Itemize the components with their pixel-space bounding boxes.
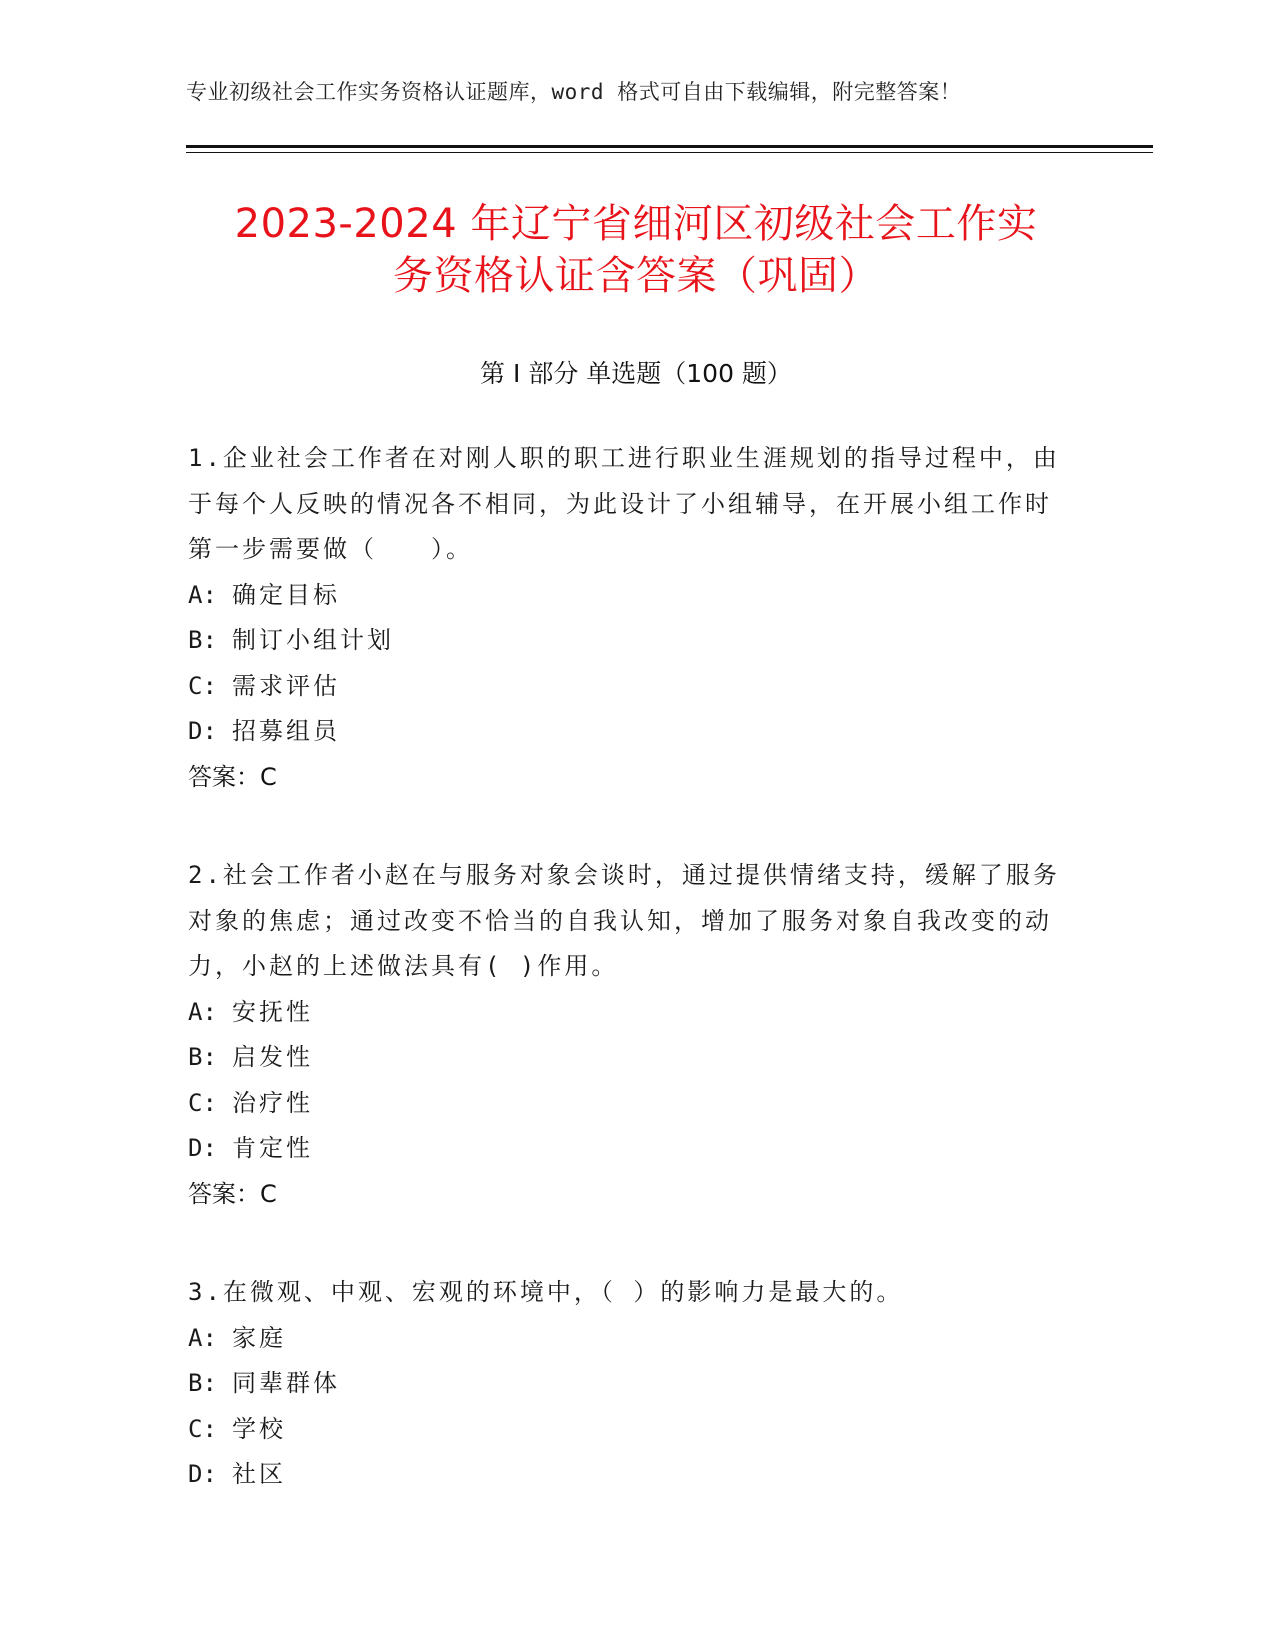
document-title <box>186 198 1086 302</box>
option-text: 学校 <box>232 1414 286 1443</box>
question-3 <box>188 1270 1068 1498</box>
option-key: C: <box>188 1414 217 1443</box>
option-key: D: <box>188 1134 217 1162</box>
option-a <box>188 1316 1068 1362</box>
question-1 <box>188 436 1068 800</box>
option-text: 启发性 <box>232 1043 313 1071</box>
option-d <box>188 1126 1068 1172</box>
option-c <box>188 1407 1068 1453</box>
option-c <box>188 1081 1068 1127</box>
option-text: 制订小组计划 <box>232 626 394 654</box>
document-title-line-1: 2023-2024 年辽宁省细河区初级社会工作实 <box>234 201 1038 247</box>
option-b <box>188 1361 1068 1407</box>
option-key: B: <box>188 1369 217 1397</box>
option-text: 肯定性 <box>232 1134 313 1162</box>
option-text: 需求评估 <box>232 671 340 700</box>
option-key: D: <box>188 1460 217 1488</box>
option-text: 安抚性 <box>232 997 313 1026</box>
option-key: B: <box>188 626 217 654</box>
option-key: D: <box>188 717 217 745</box>
option-b <box>188 1035 1068 1081</box>
option-text: 治疗性 <box>232 1088 313 1117</box>
option-text: 家庭 <box>232 1323 286 1352</box>
option-key: C: <box>188 671 217 700</box>
option-key: C: <box>188 1088 217 1117</box>
option-a <box>188 990 1068 1036</box>
option-key: A: <box>188 997 217 1026</box>
header-divider-thick <box>186 145 1153 148</box>
option-key: B: <box>188 1043 217 1071</box>
section-heading: 第 I 部分 单选题（100 题） <box>480 359 792 388</box>
answer: 答案：C <box>188 762 277 791</box>
header-divider-thin <box>186 152 1153 153</box>
question-stem: 1.企业社会工作者在对刚人职的职工进行职业生涯规划的指导过程中，由于每个人反映的情况各不相同，为此设计了小组辅导，在开展小组工作时第一步需要做（ ）。 <box>188 444 1060 563</box>
question-list <box>188 436 1068 1551</box>
option-text: 确定目标 <box>232 580 340 609</box>
question-stem: 3.在微观、中观、宏观的环境中，（ ）的影响力是最大的。 <box>188 1278 904 1306</box>
option-c <box>188 664 1068 710</box>
document-title-line-2: 务资格认证含答案（巩固） <box>393 253 879 299</box>
header-note: 专业初级社会工作实务资格认证题库，word 格式可自由下载编辑，附完整答案！ <box>186 80 962 104</box>
option-text: 同辈群体 <box>232 1369 340 1397</box>
question-stem: 2.社会工作者小赵在与服务对象会谈时，通过提供情绪支持，缓解了服务对象的焦虑；通过改变不恰当的自我认知，增加了服务对象自我改变的动力，小赵的上述做法具有( )作用。 <box>188 861 1060 980</box>
option-text: 招募组员 <box>232 717 340 745</box>
option-d <box>188 1452 1068 1498</box>
option-text: 社区 <box>232 1460 286 1488</box>
option-b <box>188 618 1068 664</box>
option-key: A: <box>188 580 217 609</box>
question-2 <box>188 853 1068 1217</box>
option-d <box>188 709 1068 755</box>
answer: 答案：C <box>188 1179 277 1208</box>
option-key: A: <box>188 1323 217 1352</box>
option-a <box>188 573 1068 619</box>
